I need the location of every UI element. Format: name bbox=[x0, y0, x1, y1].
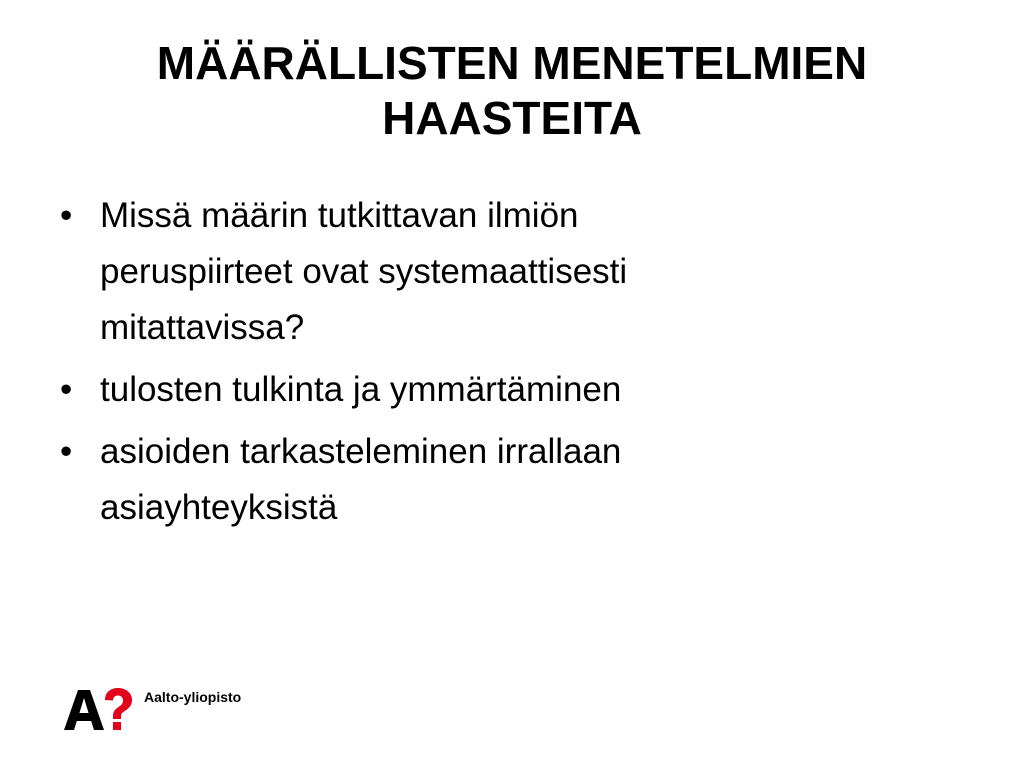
bullet-text-line: tulosten tulkinta ja ymmärtäminen bbox=[100, 370, 622, 409]
bullet-text-line: Missä määrin tutkittavan ilmiön bbox=[100, 196, 579, 235]
aalto-logo bbox=[64, 686, 264, 734]
bullet-item-2 bbox=[56, 362, 816, 418]
logo-question-shape bbox=[105, 688, 132, 719]
bullet-text-line: asiayhteyksistä bbox=[100, 488, 338, 527]
bullet-text-line: peruspiirteet ovat systemaattisesti bbox=[100, 252, 628, 291]
bullet-dot-icon: • bbox=[60, 432, 73, 471]
bullet-dot-icon: • bbox=[60, 370, 73, 409]
logo-question-dot bbox=[113, 722, 121, 730]
logo-text: Aalto-yliopisto bbox=[144, 689, 242, 705]
bullet-item-3 bbox=[56, 424, 816, 536]
slide-title bbox=[40, 36, 984, 146]
bullet-list bbox=[56, 188, 816, 542]
slide-title-line-1: MÄÄRÄLLISTEN MENETELMIEN bbox=[156, 37, 868, 89]
bullet-dot-icon: • bbox=[60, 196, 73, 235]
logo-a-shape bbox=[64, 690, 104, 730]
aalto-a-question-logo-icon bbox=[64, 686, 136, 732]
slide-title-line-2: HAASTEITA bbox=[382, 92, 642, 144]
bullet-text-line: mitattavissa? bbox=[100, 308, 305, 347]
bullet-item-1 bbox=[56, 188, 816, 356]
bullet-text-line: asioiden tarkasteleminen irrallaan bbox=[100, 432, 622, 471]
